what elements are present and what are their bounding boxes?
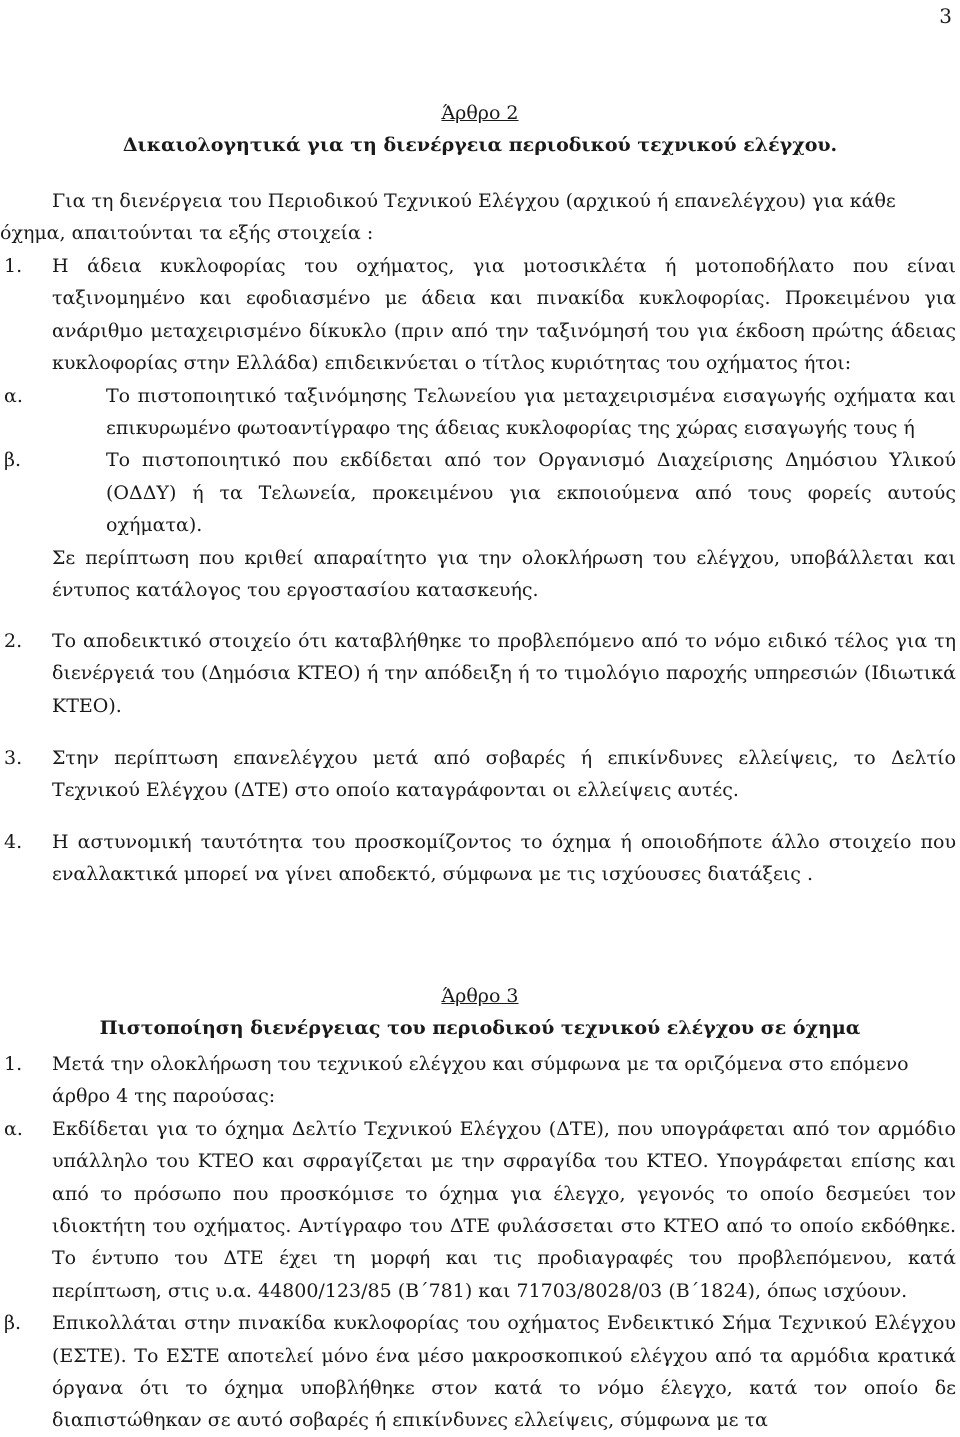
article-2-heading-block — [0, 97, 960, 162]
a3-item-b-marker: β. — [4, 1312, 22, 1335]
article-3-title: Πιστοποίηση διενέργειας του περιοδικού τεχνικού ελέγχου σε όχημα — [99, 1017, 861, 1040]
item-1-closing: Σε περίπτωση που κριθεί απαραίτητο για την ολοκλήρωση του ελέγχου, υποβάλλεται και έντυπος κατάλογος του εργοστασίου κατασκευής. — [52, 546, 956, 602]
intro-line-2: όχημα, απαιτούνται τα εξής στοιχεία : — [0, 222, 374, 245]
a3-item-b-text: Επικολλάται στην πινακίδα κυκλοφορίας του οχήματος Ενδεικτικό Σήμα Τεχνικού Ελέγχου (ΕΣΤΕ). Το ΕΣΤΕ αποτελεί μόνο ένα μέσο μακροσκοπικού ελέγχου από τα αρμόδια κρατικά όργανα ότι το όχημα υποβλήθηκε στον κατά το νόμο έλεγχο, κατά τον οποίο δε διαπιστώθηκαν σε αυτό σοβαρές ή επικίνδυνες ελλείψεις, σύμφωνα με τα — [52, 1312, 956, 1432]
article-2-heading: Άρθρο 2 — [441, 102, 519, 124]
article-3-items — [0, 1048, 960, 1437]
sub-b-marker: β. — [4, 449, 22, 472]
article-3-heading: Άρθρο 3 — [441, 985, 519, 1007]
sub-b-text: Το πιστοποιητικό που εκδίδεται από τον Οργανισμό Διαχείρισης Δημόσιου Υλικού (ΟΔΔΥ) ή τα Τελωνεία, προκειμένου για εκποιούμενα από τους φορείς αυτούς οχήματα). — [106, 449, 956, 537]
article-2-title: Δικαιολογητικά για τη διενέργεια περιοδικού τεχνικού ελέγχου. — [122, 134, 838, 157]
article-2-item-4 — [0, 826, 960, 891]
a3-item-a-text: Εκδίδεται για το όχημα Δελτίο Τεχνικού Ελέγχου (ΔΤΕ), που υπογράφεται από τον αρμόδιο υπάλληλο του ΚΤΕΟ και σφραγίζεται με την σφραγίδα του ΚΤΕΟ. Υπογράφεται επίσης και από το πρόσωπο που προσκόμισε το όχημα για έλεγχο, γεγονός το οποίο δεσμεύει τον ιδιοκτήτη του οχήματος. Αντίγραφο του ΔΤΕ φυλάσσεται στο ΚΤΕΟ από το οποίο εκδόθηκε. Το έντυπο του ΔΤΕ έχει τη μορφή και τις προδιαγραφές του προβλεπόμενου, κατά περίπτωση, στις υ.α. 44800/123/85 (Β΄781) και 71703/8028/03 (Β΄1824), όπως ισχύουν. — [52, 1117, 956, 1302]
sub-a-text: Το πιστοποιητικό ταξινόμησης Τελωνείου για μεταχειρισμένα εισαγωγής οχήματα και επικυρωμένο φωτοαντίγραφο της άδειας κυκλοφορίας της χώρας εισαγωγής τους ή — [106, 384, 956, 440]
item-1-marker: 1. — [4, 255, 23, 277]
item-3-marker: 3. — [4, 747, 23, 769]
intro-line-1: Για τη διενέργεια του Περιοδικού Τεχνικού Ελέγχου (αρχικού ή επανελέγχου) για κάθε — [52, 190, 896, 212]
item-2-marker: 2. — [4, 630, 23, 652]
item-1-text: Η άδεια κυκλοφορίας του οχήματος, για μοτοσικλέτα ή μοτοποδήλατο που είναι ταξινομημένο και εφοδιασμένο με άδεια και πινακίδα κυκλοφορίας. Προκειμένου για ανάριθμο μεταχειρισμένο δίκυκλο (πριν από την ταξινόμησή του για έκδοση πρώτης άδειας κυκλοφορίας στην Ελλάδα) επιδεικνύεται ο τίτλος κυριότητας του οχήματος ήτοι: — [52, 255, 956, 375]
article-2-item-1 — [0, 250, 960, 606]
article-2-item-2 — [0, 625, 960, 722]
article-2-item-3 — [0, 742, 960, 807]
page-number: 3 — [939, 4, 952, 28]
item-4-marker: 4. — [4, 831, 23, 853]
item-2-text: Το αποδεικτικό στοιχείο ότι καταβλήθηκε το προβλεπόμενο από το νόμο ειδικό τέλος για τη διενέργειά του (Δημόσια ΚΤΕΟ) ή την απόδειξη ή το τιμολόγιο παροχής υπηρεσιών (Ιδιωτικά ΚΤΕΟ). — [52, 630, 956, 717]
sub-a-marker: α. — [4, 384, 23, 407]
article-3-heading-block — [0, 980, 960, 1045]
a3-item-a-marker: α. — [4, 1117, 23, 1140]
a3-item-1-marker: 1. — [4, 1053, 23, 1075]
item-4-text: Η αστυνομική ταυτότητα του προσκομίζοντος το όχημα ή οποιοδήποτε άλλο στοιχείο που εναλλακτικά μπορεί να γίνει αποδεκτό, σύμφωνα με τις ισχύουσες διατάξεις . — [52, 831, 956, 886]
a3-item-1-text: Μετά την ολοκλήρωση του τεχνικού ελέγχου και σύμφωνα με τα οριζόμενα στο επόμενο άρθρο 4 της παρούσας: — [52, 1053, 909, 1108]
article-2-intro — [0, 185, 960, 250]
item-3-text: Στην περίπτωση επανελέγχου μετά από σοβαρές ή επικίνδυνες ελλείψεις, το Δελτίο Τεχνικού Ελέγχου (ΔΤΕ) στο οποίο καταγράφονται οι ελλείψεις αυτές. — [52, 747, 956, 802]
